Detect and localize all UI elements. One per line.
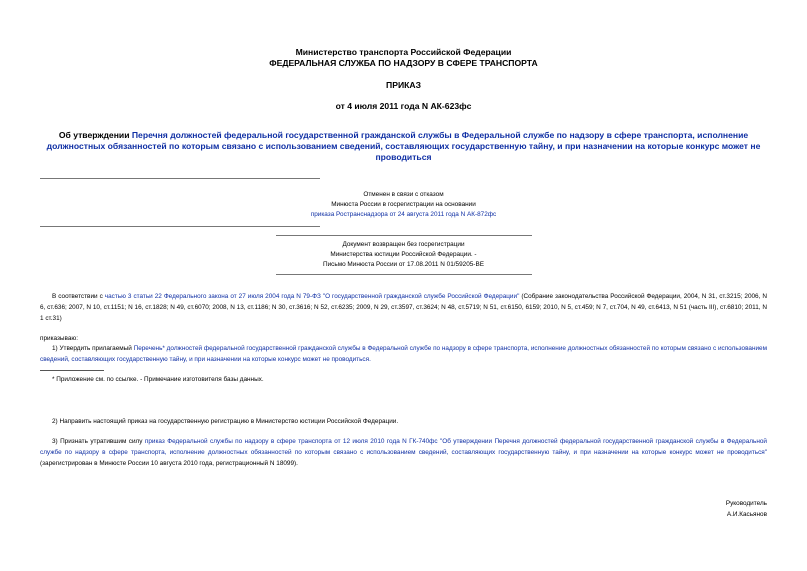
list-link[interactable]: Перечень* должностей федеральной государственной гражданской службы в Федеральной службе по надзору в сфере транспорта, исполнение должностных обязанностей по которым связано с использованием сведений, составляющих государственную тайну, и при назначении на которые конкурс может не проводиться. xyxy=(40,345,767,363)
service-name: ФЕДЕРАЛЬНАЯ СЛУЖБА ПО НАДЗОРУ В СФЕРЕ ТРАНСПОРТА xyxy=(269,58,538,68)
document-title xyxy=(40,130,767,163)
cancel-note xyxy=(200,190,607,220)
document-type: ПРИКАЗ xyxy=(386,80,421,90)
signature-role: Руководитель xyxy=(725,500,767,507)
federal-law-link[interactable]: частью 3 статьи 22 Федерального закона от 27 июля 2004 года N 79-ФЗ "О государственной гражданской службе Российской Федерации" xyxy=(104,293,520,300)
signature-name: А.И.Касьянов xyxy=(726,511,767,518)
item-3-start: 3) Признать утратившим силу xyxy=(52,438,145,445)
preamble-start: В соответствии с xyxy=(52,293,105,300)
item-1-start: 1) Утвердить прилагаемый xyxy=(52,345,134,352)
ministry-name: Министерство транспорта Российской Федерации xyxy=(295,47,512,57)
divider xyxy=(40,178,320,179)
returned-note-line3: Письмо Минюста России от 17.08.2011 N 01/59205-ВЕ xyxy=(323,261,484,268)
title-prefix: Об утверждении xyxy=(58,130,132,140)
preamble-paragraph xyxy=(40,291,767,324)
item-3-end: (зарегистрирован в Минюсте России 10 августа 2010 года, регистрационный N 18099). xyxy=(40,460,298,467)
footnote-text: * Приложение см. по ссылке. - Примечание изготовителя базы данных. xyxy=(52,376,264,383)
title-link[interactable]: Перечня должностей федеральной государственной гражданской службы в Федеральной службе по надзору в сфере транспорта, исполнение должностных обязанностей по которым связано с использованием сведений, составляющих государственную тайну, и при назначении на которые конкурс может не проводиться xyxy=(46,130,761,162)
item-3-paragraph xyxy=(40,436,767,469)
item-1-paragraph xyxy=(40,343,767,365)
cancel-note-line2: Минюста России в госрегистрации на основании xyxy=(331,201,476,208)
orders-word: приказываю: xyxy=(40,335,78,342)
signature-block xyxy=(726,498,767,520)
cancel-note-line1: Отменен в связи с отказом xyxy=(363,191,444,198)
returned-note xyxy=(200,240,607,270)
document-date-number: от 4 июля 2011 года N АК-623фс xyxy=(335,101,472,111)
returned-note-line2: Министерства юстиции Российской Федерации. - xyxy=(330,251,477,258)
divider xyxy=(276,235,532,236)
item-2-paragraph: 2) Направить настоящий приказ на государственную регистрацию в Министерство юстиции Российской Федерации. xyxy=(52,418,399,425)
document-header xyxy=(0,47,807,69)
preamble-end: (Собрание законодательства Российской Федерации, 2004, N 31, ст.3215; 2006, N 6, ст.636; 2007, N 10, ст.1151; N 16, ст.1828; N 49, ст.6070; 2008, N 13, ст.1186; N 30, ст.3616; N 52, ст.6235; 2009, N 29, ст.3597, ст.3624; N 48, ст.5719; N 51, ст.6150, 6159; 2010, N 5, ст.459; N 7, ст.704, N 49, ст.6413, N 51 (часть III), ст.6810; 2011, N 1 ст.31) xyxy=(40,293,767,322)
footnote-divider xyxy=(40,370,104,371)
repealed-order-link[interactable]: приказ Федеральной службы по надзору в сфере транспорта от 12 июля 2010 года N ГК-740фс "Об утверждении Перечня должностей федеральной государственной гражданской службы в Федеральной службе по надзору в сфере транспорта, исполнение должностных обязанностей по которым связано с использованием сведений, составляющих государственную тайну, и при назначении на которые конкурс может не проводиться" xyxy=(40,438,767,456)
returned-note-line1: Документ возвращен без госрегистрации xyxy=(342,241,465,248)
cancel-note-link[interactable]: приказа Ространснадзора от 24 августа 2011 года N АК-872фс xyxy=(310,211,497,218)
divider xyxy=(276,274,532,275)
divider xyxy=(40,226,320,227)
